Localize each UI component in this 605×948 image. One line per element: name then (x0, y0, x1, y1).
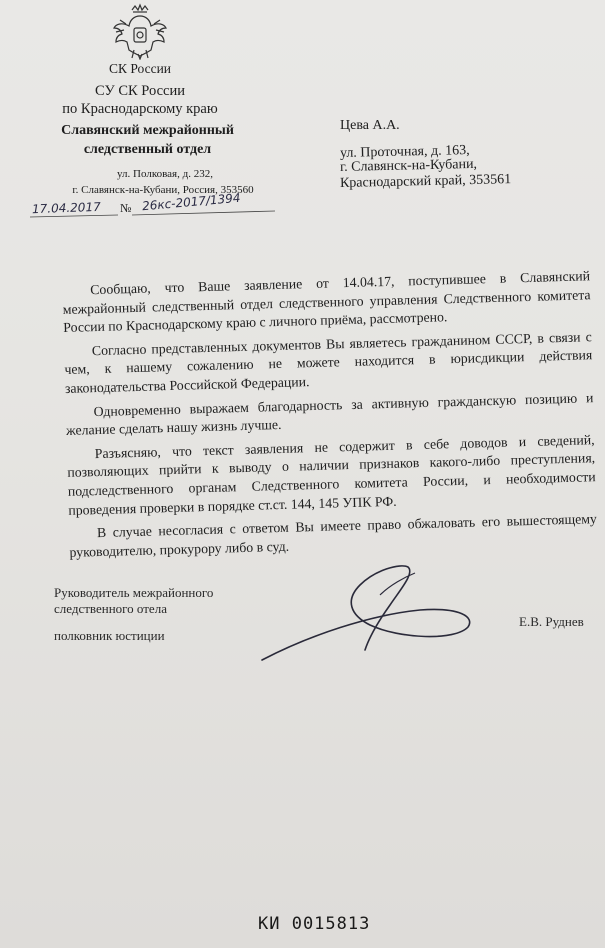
recipient-street: ул. Проточная, д. 163, (339, 143, 470, 161)
agency-name-3: по Краснодарскому краю (62, 101, 218, 117)
registration-number: 26кс-2017/1394 (141, 190, 242, 214)
signer-name: Е.В. Руднев (519, 614, 584, 629)
signer-rank: полковник юстиции (54, 628, 165, 643)
registration-number-sign: № (120, 201, 132, 215)
body-paragraph: Сообщаю, что Ваше заявление от 14.04.17, поступившее в Славянский межрайонный следственный отдел следственного управления Следственного комитета России по Краснодарскому краю с личного приёма, рассмотрено. (62, 268, 591, 336)
agency-name-1: СК России (108, 61, 172, 76)
department-address-1: ул. Полковая, д. 232, (117, 168, 213, 180)
russian-eagle-emblem-icon (112, 2, 168, 60)
department-name-2: следственный отдел (83, 142, 212, 157)
registration-date: 17.04.2017 (31, 199, 101, 217)
department-address-2: г. Славянск-на-Кубани, Россия, 353560 (72, 184, 254, 196)
signer-title-1: Руководитель межрайонного (54, 585, 214, 600)
recipient-name: Цева А.А. (340, 118, 400, 133)
body-paragraph: В случае несогласия с ответом Вы имеете право обжаловать его вышестоящему руководителю, прокурору либо в суд. (69, 511, 598, 560)
letter-body (62, 267, 598, 567)
agency-name-2: СУ СК России (94, 83, 186, 99)
body-paragraph: Разъясняю, что текст заявления не содержит в себе доводов и сведений, позволяющих прийти к выводу о наличии признаков какого-либо преступления, подследственного органам Следственного комитета России, и необходимости проведения проверки в порядке ст.ст. 144, 145 УПК РФ. (67, 431, 596, 518)
recipient-region: Краснодарский край, 353561 (339, 172, 512, 191)
body-paragraph: Согласно представленных документов Вы являетесь гражданином СССР, в связи с чем, к нашему сожалению не можете находится в юрисдикции действия законодательства Российской Федерации. (64, 329, 593, 396)
signer-title-2: следственного отела (54, 601, 167, 616)
body-paragraph: Одновременно выражаем благодарность за активную гражданскую позицию и желание сделать нашу жизнь лучше. (65, 389, 594, 439)
form-serial-number: КИ 0015813 (258, 914, 371, 934)
recipient-city: г. Славянск-на-Кубани, (339, 156, 478, 175)
department-name-1: Славянский межрайонный (61, 123, 234, 138)
handwritten-signature (250, 555, 480, 670)
